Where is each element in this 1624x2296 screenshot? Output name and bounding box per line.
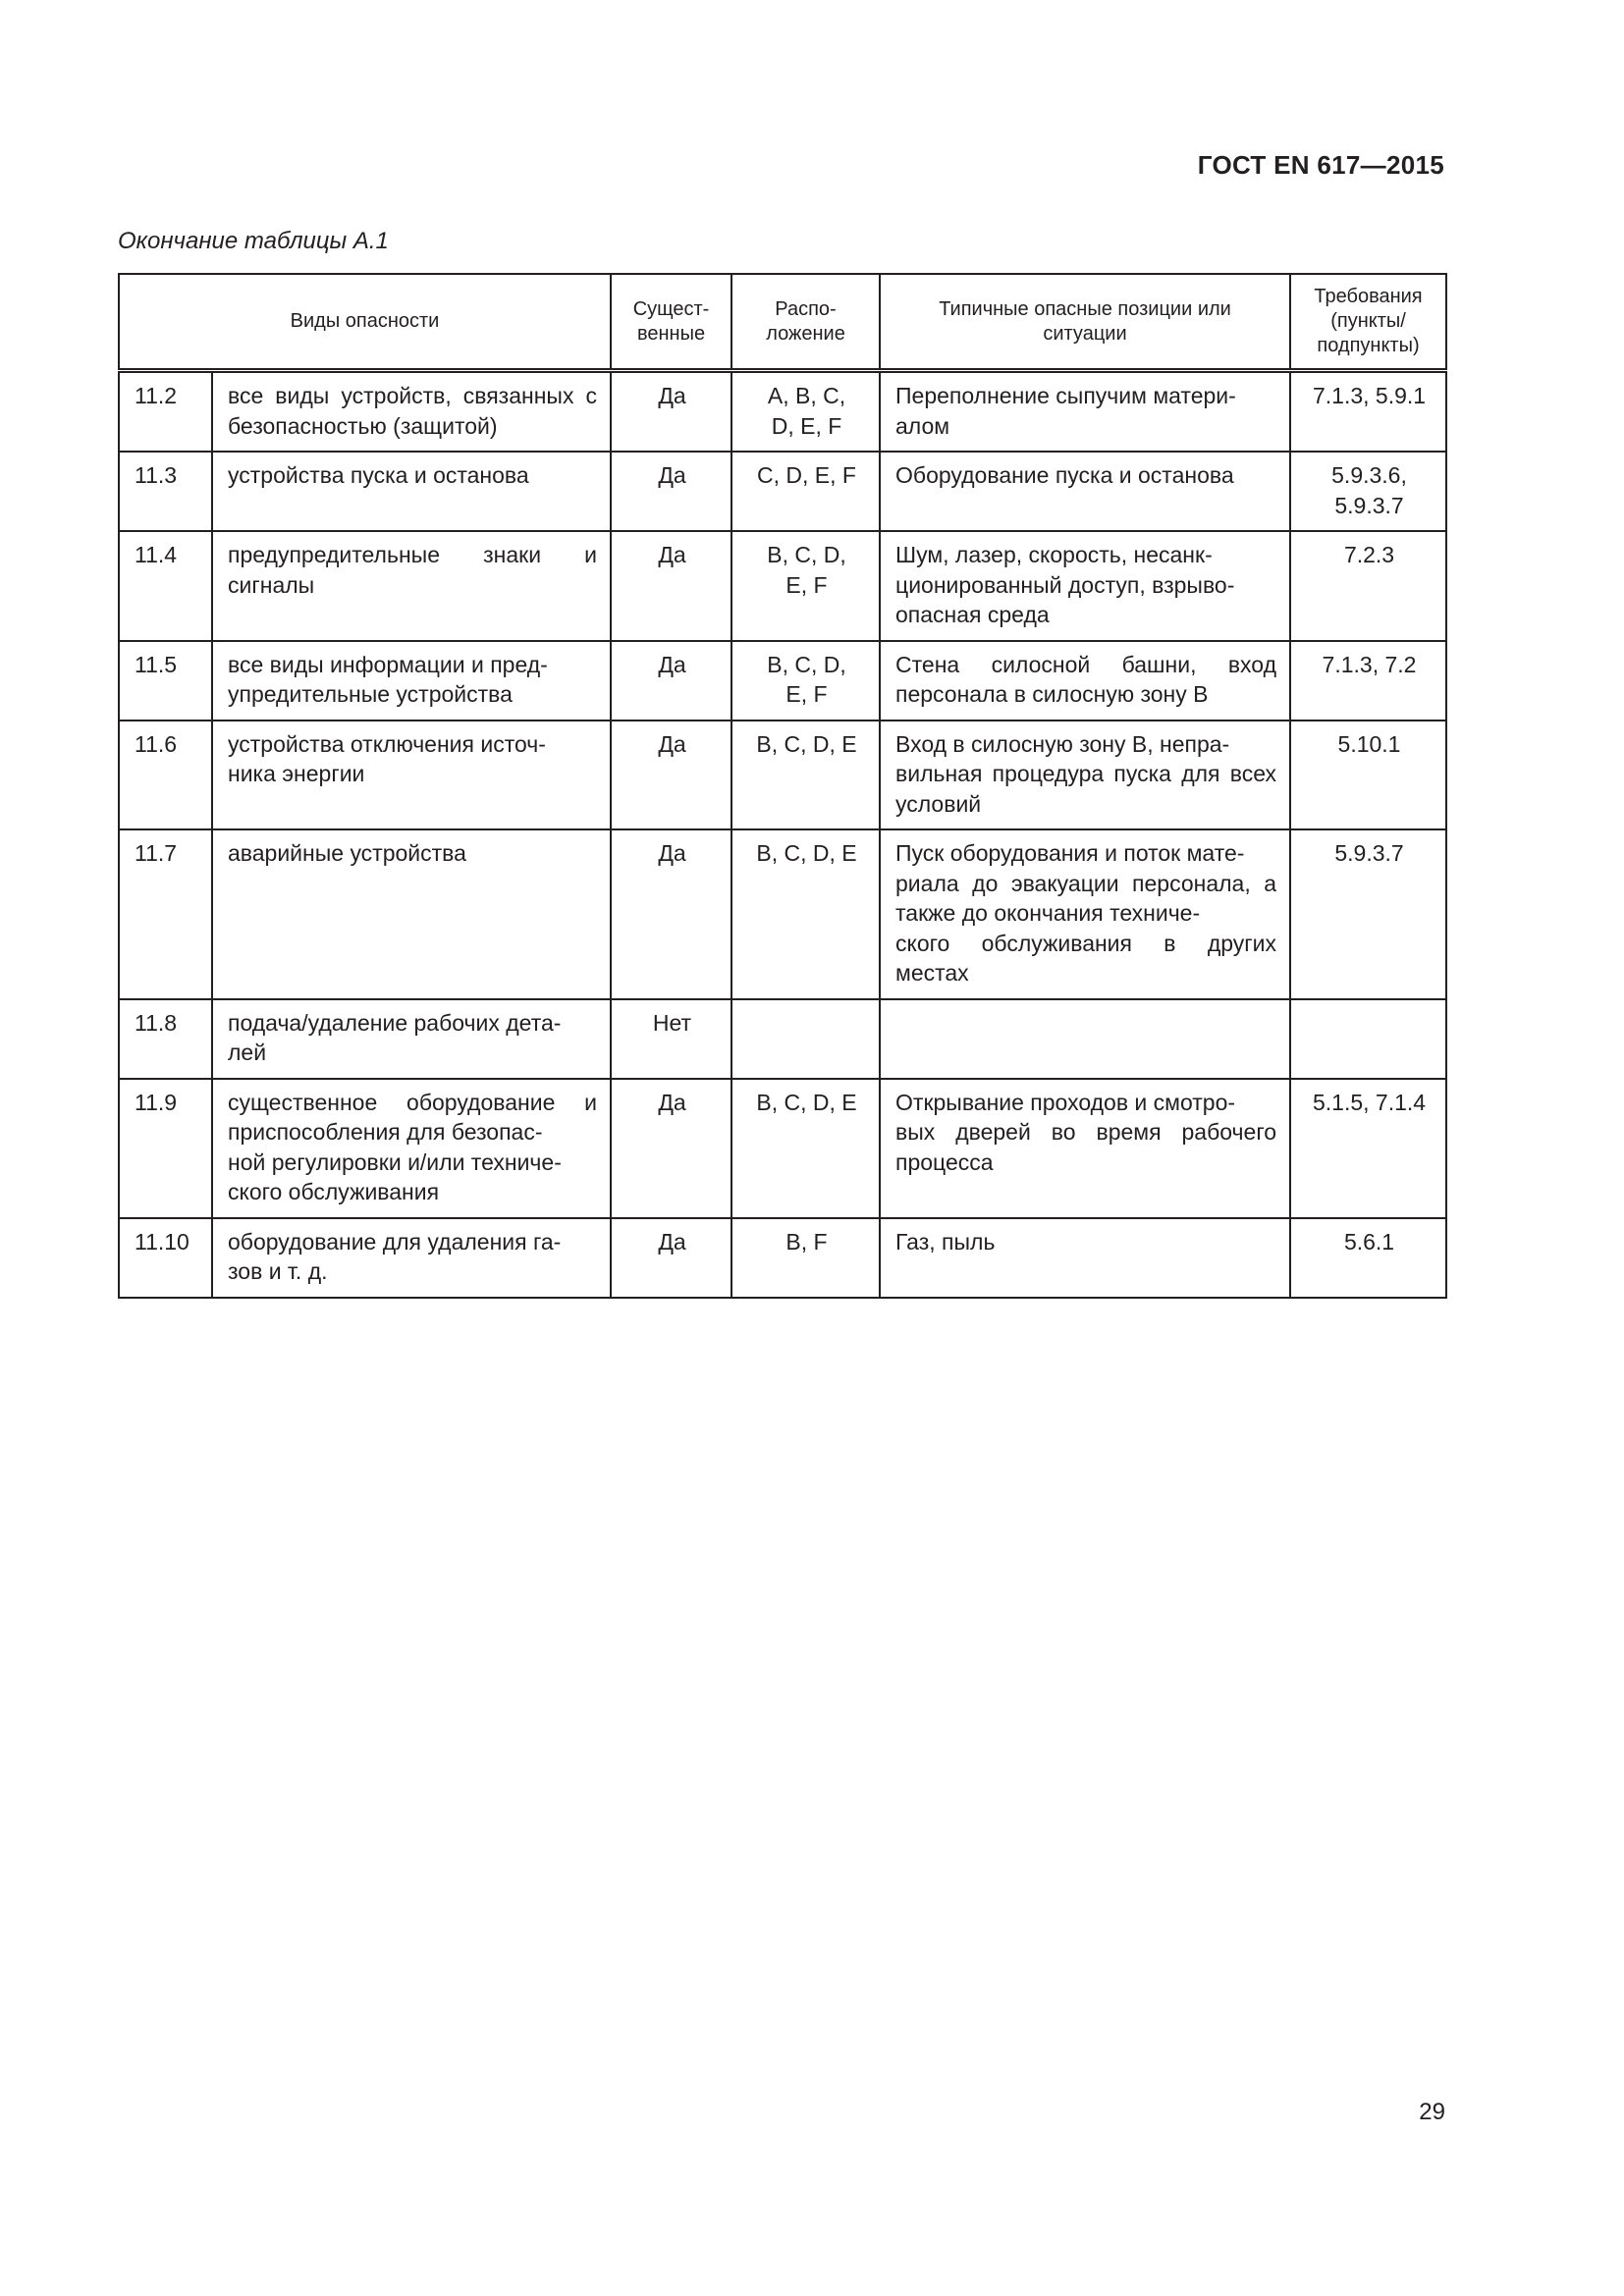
cell-requirement: 5.6.1: [1290, 1218, 1446, 1298]
cell-requirement: 5.10.1: [1290, 721, 1446, 830]
cell-situation: Пуск оборудования и поток мате- риала до эвакуации персонала, а также до окончания техниче- ского обслуживания в других местах: [880, 829, 1290, 999]
cell-requirement: [1290, 999, 1446, 1079]
hazards-table: [118, 273, 1447, 1299]
cell-requirement: 5.1.5, 7.1.4: [1290, 1079, 1446, 1218]
cell-hazard: все виды устройств, связанных с безопасностью (защитой): [212, 371, 611, 453]
cell-situation: Газ, пыль: [880, 1218, 1290, 1298]
cell-significant: Да: [611, 721, 731, 830]
cell-hazard: подача/удаление рабочих дета- лей: [212, 999, 611, 1079]
header-hazard: Виды опасности: [119, 274, 611, 371]
table-row: [119, 1079, 1446, 1218]
cell-location: [731, 999, 880, 1079]
cell-num: 11.5: [119, 641, 212, 721]
cell-location: B, F: [731, 1218, 880, 1298]
cell-requirement: 5.9.3.7: [1290, 829, 1446, 999]
table-row: [119, 1218, 1446, 1298]
table-row: [119, 999, 1446, 1079]
cell-num: 11.2: [119, 371, 212, 453]
cell-significant: Да: [611, 1079, 731, 1218]
cell-requirement: 7.1.3, 7.2: [1290, 641, 1446, 721]
cell-location: B, C, D, E: [731, 829, 880, 999]
cell-hazard: устройства пуска и останова: [212, 452, 611, 531]
cell-requirement: 7.2.3: [1290, 531, 1446, 641]
cell-num: 11.10: [119, 1218, 212, 1298]
cell-situation: Оборудование пуска и останова: [880, 452, 1290, 531]
cell-hazard: существенное оборудование и приспособления для безопас- ной регулировки и/или техниче- ского обслуживания: [212, 1079, 611, 1218]
cell-hazard: предупредительные знаки и сигналы: [212, 531, 611, 641]
cell-hazard: аварийные устройства: [212, 829, 611, 999]
cell-num: 11.7: [119, 829, 212, 999]
cell-situation: Шум, лазер, скорость, несанк- ционированный доступ, взрыво- опасная среда: [880, 531, 1290, 641]
header-situations: Типичные опасные позиции или ситуации: [880, 274, 1290, 371]
cell-significant: Да: [611, 371, 731, 453]
document-code: ГОСТ EN 617—2015: [1197, 150, 1444, 180]
table-caption: Окончание таблицы А.1: [118, 228, 389, 254]
cell-situation: Стена силосной башни, вход персонала в силосную зону В: [880, 641, 1290, 721]
cell-location: C, D, E, F: [731, 452, 880, 531]
table-row: [119, 641, 1446, 721]
cell-hazard: оборудование для удаления га- зов и т. д.: [212, 1218, 611, 1298]
cell-num: 11.4: [119, 531, 212, 641]
table-row: [119, 371, 1446, 453]
cell-requirement: 7.1.3, 5.9.1: [1290, 371, 1446, 453]
cell-location: B, C, D, E, F: [731, 531, 880, 641]
cell-num: 11.6: [119, 721, 212, 830]
header-row: [119, 274, 1446, 371]
cell-location: B, C, D, E: [731, 721, 880, 830]
cell-hazard: устройства отключения источ- ника энергии: [212, 721, 611, 830]
cell-location: A, B, C, D, E, F: [731, 371, 880, 453]
cell-significant: Да: [611, 829, 731, 999]
cell-location: B, C, D, E, F: [731, 641, 880, 721]
cell-num: 11.9: [119, 1079, 212, 1218]
cell-requirement: 5.9.3.6, 5.9.3.7: [1290, 452, 1446, 531]
header-location: Распо- ложение: [731, 274, 880, 371]
cell-num: 11.3: [119, 452, 212, 531]
cell-situation: Открывание проходов и смотро- вых дверей во время рабочего процесса: [880, 1079, 1290, 1218]
cell-significant: Нет: [611, 999, 731, 1079]
table-row: [119, 452, 1446, 531]
page-number: 29: [1419, 2099, 1445, 2125]
table-header: [119, 274, 1446, 371]
cell-location: B, C, D, E: [731, 1079, 880, 1218]
cell-hazard: все виды информации и пред- упредительные устройства: [212, 641, 611, 721]
cell-num: 11.8: [119, 999, 212, 1079]
header-significant: Сущест- венные: [611, 274, 731, 371]
cell-situation: Переполнение сыпучим матери- алом: [880, 371, 1290, 453]
cell-situation: Вход в силосную зону В, непра- вильная процедура пуска для всех условий: [880, 721, 1290, 830]
table-body: [119, 371, 1446, 1298]
cell-situation: [880, 999, 1290, 1079]
header-requirements: Требования (пункты/ подпункты): [1290, 274, 1446, 371]
table-row: [119, 721, 1446, 830]
cell-significant: Да: [611, 452, 731, 531]
cell-significant: Да: [611, 531, 731, 641]
table-row: [119, 531, 1446, 641]
cell-significant: Да: [611, 1218, 731, 1298]
table-row: [119, 829, 1446, 999]
cell-significant: Да: [611, 641, 731, 721]
